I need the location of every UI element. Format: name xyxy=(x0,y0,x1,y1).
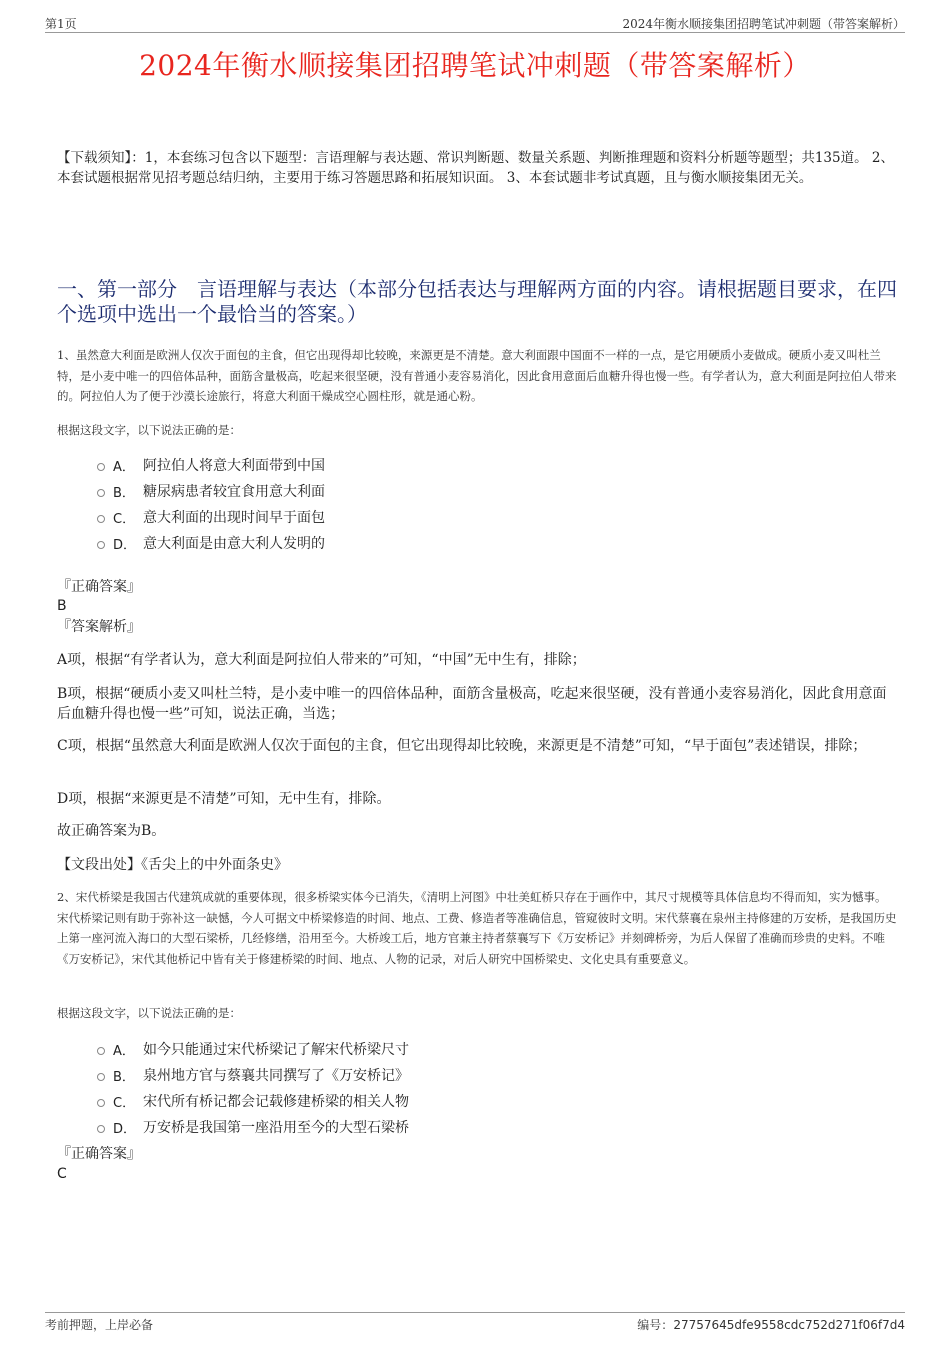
document-title: 2024年衡水顺接集团招聘笔试冲刺题（带答案解析） xyxy=(139,49,811,82)
option-d[interactable]: D． 意大利面是由意大利人发明的 xyxy=(97,530,325,556)
option-a[interactable]: A． 阿拉伯人将意大利面带到中国 xyxy=(97,452,325,478)
analysis-item-c: C项，根据“虽然意大利面是欧洲人仅次于面包的主食，但它出现得却比较晚，来源更是不清楚”可知，“早于面包”表述错误，排除； xyxy=(57,738,867,754)
passage-source: 【文段出处】《舌尖上的中外面条史》 xyxy=(57,857,288,873)
analysis-item-a: A项，根据“有学者认为，意大利面是阿拉伯人带来的”可知，“中国”无中生有，排除； xyxy=(57,652,586,668)
answer-label: 『正确答案』 xyxy=(57,579,141,595)
correct-answer: B xyxy=(57,598,67,614)
answer-label: 『正确答案』 xyxy=(57,1146,141,1162)
question-1-options xyxy=(97,452,325,556)
question-2-passage: 2、宋代桥梁是我国古代建筑成就的重要体现，很多桥梁实体今已消失，《清明上河图》中壮美虹桥只存在于画作中，其尺寸规模等具体信息均不得而知，实为憾事。宋代桥梁记则有助于弥补这一缺憾，今人可据文中桥梁修造的时间、地点、工费、修造者等准确信息，管窥彼时文明。宋代蔡襄在泉州主持修建的万安桥，是我国历史上第一座河流入海口的大型石梁桥，几经修缮，沿用至今。大桥竣工后，地方官兼主持者蔡襄写下《万安桥记》并刻碑桥旁，为后人保留了准确而珍贵的史料。不唯《万安桥记》，宋代其他桥记中皆有关于修建桥梁的时间、地点、人物的记录，对后人研究中国桥梁史、文化史具有重要意义。 xyxy=(57,890,897,966)
radio-icon[interactable] xyxy=(97,1047,105,1055)
radio-icon[interactable] xyxy=(97,1073,105,1081)
page-footer xyxy=(45,1312,905,1334)
radio-icon[interactable] xyxy=(97,489,105,497)
question-1-passage: 1、虽然意大利面是欧洲人仅次于面包的主食，但它出现得却比较晚，来源更是不清楚。意大利面跟中国面不一样的一点，是它用硬质小麦做成。硬质小麦又叫杜兰特，是小麦中唯一的四倍体品种，面筋含量极高，吃起来很坚硬，没有普通小麦容易消化，因此食用意面后血糖升得也慢一些。有学者认为，意大利面是阿拉伯人带来的。阿拉伯人为了便于沙漠长途旅行，将意大利面干燥成空心圆柱形，就是通心粉。 xyxy=(57,348,897,403)
analysis-label: 『答案解析』 xyxy=(57,619,141,635)
option-a[interactable]: A． 如今只能通过宋代桥梁记了解宋代桥梁尺寸 xyxy=(97,1036,409,1062)
analysis-item-b: B项，根据“硬质小麦又叫杜兰特，是小麦中唯一的四倍体品种，面筋含量极高，吃起来很坚硬，没有普通小麦容易消化，因此食用意面后血糖升得也慢一些”可知，说法正确，当选； xyxy=(57,686,887,722)
question-1-prompt: 根据这段文字，以下说法正确的是： xyxy=(57,423,241,437)
radio-icon[interactable] xyxy=(97,541,105,549)
conclusion: 故正确答案为B。 xyxy=(57,823,166,839)
section-heading: 一、第一部分 言语理解与表达（本部分包括表达与理解两方面的内容。请根据题目要求，在四个选项中选出一个最恰当的答案。） xyxy=(57,277,897,326)
footer-slogan: 考前押题，上岸必备 xyxy=(45,1318,154,1332)
analysis-item-d: D项，根据“来源更是不清楚”可知，无中生有，排除。 xyxy=(57,791,391,807)
radio-icon[interactable] xyxy=(97,463,105,471)
download-notice: 【下载须知】：1，本套练习包含以下题型：言语理解与表达题、常识判断题、数量关系题、判断推理题和资料分析题等题型；共135道。 2、本套试题根据常见招考题总结归纳，主要用于练习答题思路和拓展知识面。 3、本套试题非考试真题，且与衡水顺接集团无关。 xyxy=(57,150,894,186)
page-header xyxy=(45,14,905,33)
option-d[interactable]: D． 万安桥是我国第一座沿用至今的大型石梁桥 xyxy=(97,1114,409,1140)
document-id: 编号：27757645dfe9558cdc752d271f06f7d4 xyxy=(637,1318,905,1332)
question-2-prompt: 根据这段文字，以下说法正确的是： xyxy=(57,1006,241,1020)
option-b[interactable]: B． 糖尿病患者较宜食用意大利面 xyxy=(97,478,325,504)
radio-icon[interactable] xyxy=(97,515,105,523)
question-2-options xyxy=(97,1036,409,1140)
option-c[interactable]: C． 宋代所有桥记都会记载修建桥梁的相关人物 xyxy=(97,1088,409,1114)
header-doc-title: 2024年衡水顺接集团招聘笔试冲刺题（带答案解析） xyxy=(622,17,905,31)
radio-icon[interactable] xyxy=(97,1125,105,1133)
option-c[interactable]: C． 意大利面的出现时间早于面包 xyxy=(97,504,325,530)
page-number: 第1页 xyxy=(45,17,77,31)
option-b[interactable]: B． 泉州地方官与蔡襄共同撰写了《万安桥记》 xyxy=(97,1062,409,1088)
radio-icon[interactable] xyxy=(97,1099,105,1107)
correct-answer: C xyxy=(57,1166,67,1182)
